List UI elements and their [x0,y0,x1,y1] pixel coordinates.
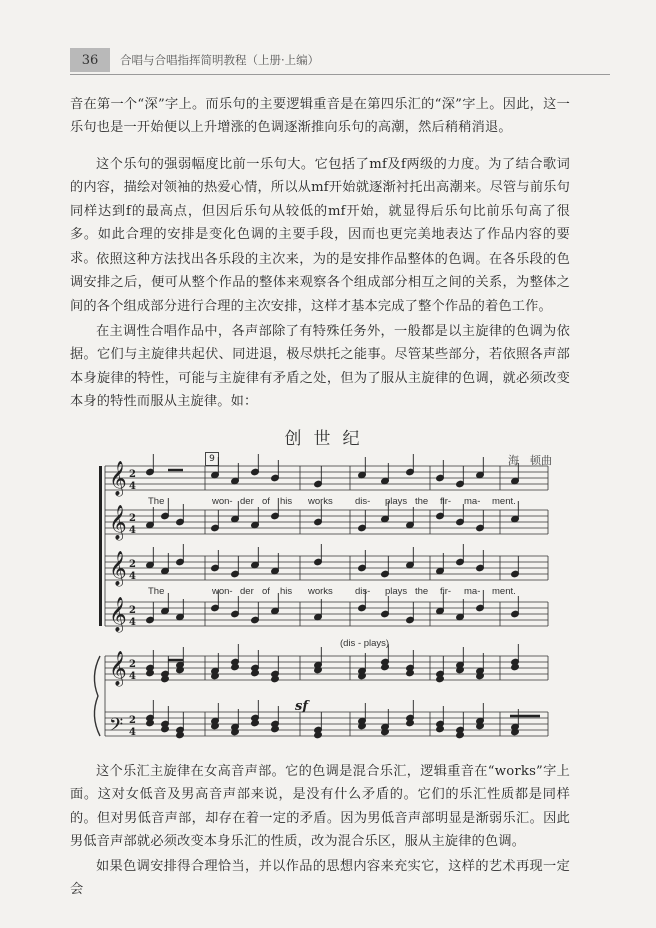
notes [146,454,540,739]
treble-clef-icon: 𝄞 [109,551,127,586]
lyric-syllable: plays [385,496,408,507]
treble-clef-icon: 𝄞 [109,505,127,540]
lyric-syllable: works [308,586,333,597]
lyric-syllable: dis- [355,586,371,597]
lyrics-tenor [148,586,516,597]
paragraph-6: 如果色调安排得合理恰当，并以作品的思想内容来充实它，这样的艺术再现一定会 [70,859,570,898]
svg-text:4: 4 [129,671,136,682]
svg-text:2: 2 [129,513,136,524]
paragraph-3: 依照这种方法找出各乐段的主次来，为的是安排作品整体的色调。在各乐段的色调安排之后，便可从整个作品的整体来观察各个组成部分相互之间的关系，为整体之间的各个组成部分进行合理的主次安排，这样才基本完成了整个作品的着色工作。 [70,252,570,314]
svg-text:4: 4 [129,481,136,492]
lyrics-bass: (dis - plays) [340,638,390,649]
lyric-syllable: of [262,496,270,507]
score-title: 创世纪 [284,429,372,449]
page-number: 36 [70,48,110,72]
svg-text:2: 2 [129,559,136,570]
book-title: 合唱与合唱指挥简明教程（上册·上编） [120,53,320,67]
lyric-syllable: his [280,586,293,597]
treble-clef-icon: 𝄞 [109,597,127,632]
lyric-syllable: dis- [355,496,371,507]
lyric-syllable: ment. [492,496,516,507]
bass-clef-icon: 𝄢 [109,715,124,740]
lyric-syllable: ment. [492,586,516,597]
lyric-syllable: his [280,496,293,507]
svg-text:2: 2 [129,469,136,480]
paragraph-2: 这个乐句的强弱幅度比前一乐句大。它包括了mf及f两级的力度。为了结合歌词的内容，描绘对领袖的热爱心情，所以从mf开始就逐渐衬托出高潮来。尽管与前乐句同样达到f的最高点，但因后乐句从较低的mf开始，就显得后乐句比前乐句高了很多。如此合理的安排是变化色调的主要手段，因而也更完美地表达了作品内容的要求。 [70,157,570,266]
lyric-syllable: won- [212,586,233,597]
svg-text:4: 4 [129,727,136,738]
lyric-syllable: ma- [464,586,481,597]
paragraph-1: 音在第一个“深”字上。而乐句的主要逻辑重音是在第四乐汇的“深”字上。因此，这一乐句也是一开始便以上升增涨的色调逐渐推向乐句的高潮，然后稍稍消退。 [70,97,570,136]
paragraph-5: 这个乐汇主旋律在女高音声部。它的色调是混合乐汇，逻辑重音在“works”字上面。这对女低音及男高音声部来说，是没有什么矛盾的。它们的乐汇性质都是同样的。但对男低音声部，却存在着一定的矛盾。因为男低音声部明显是渐弱乐汇。因此男低音声部就必须改变本身乐汇的性质，改为混合乐区，服从主旋律的色调。 [70,764,570,850]
lyric-syllable: The [148,586,165,597]
composer-credit: 海 顿曲 [508,454,552,467]
lyric-syllable: plays [385,586,408,597]
lyric-syllable: der [240,586,254,597]
lyric-syllable: of [262,586,270,597]
lyric-syllable: the [415,496,429,507]
svg-text:2: 2 [129,659,136,670]
dynamic-marking: sf [295,699,308,714]
lyric-syllable: won- [212,496,233,507]
svg-text:2: 2 [129,605,136,616]
lyrics-soprano [148,496,516,507]
measure-number: 9 [205,452,219,466]
svg-text:4: 4 [129,617,136,628]
svg-text:2: 2 [129,715,136,726]
lyric-syllable: works [308,496,333,507]
treble-clef-icon: 𝄞 [109,461,127,496]
lyric-syllable: The [148,496,165,507]
svg-text:4: 4 [129,525,136,536]
lyric-syllable: ma- [464,496,481,507]
lyric-syllable: der [240,496,254,507]
svg-text:4: 4 [129,571,136,582]
paragraph-4: 在主调性合唱作品中，各声部除了有特殊任务外，一般都是以主旋律的色调为依据。它们与主旋律共起伏、同进退，极尽烘托之能事。尽管某些部分，若依照各声部本身旋律的特性，可能与主旋律有矛盾之处，但为了服从主旋律的色调，就必须改变本身的特性而服从主旋律。如： [70,324,570,410]
treble-clef-icon: 𝄞 [109,651,127,686]
lyric-syllable: the [415,586,429,597]
lyric-syllable: fir- [440,496,452,507]
lyric-syllable: fir- [440,586,452,597]
